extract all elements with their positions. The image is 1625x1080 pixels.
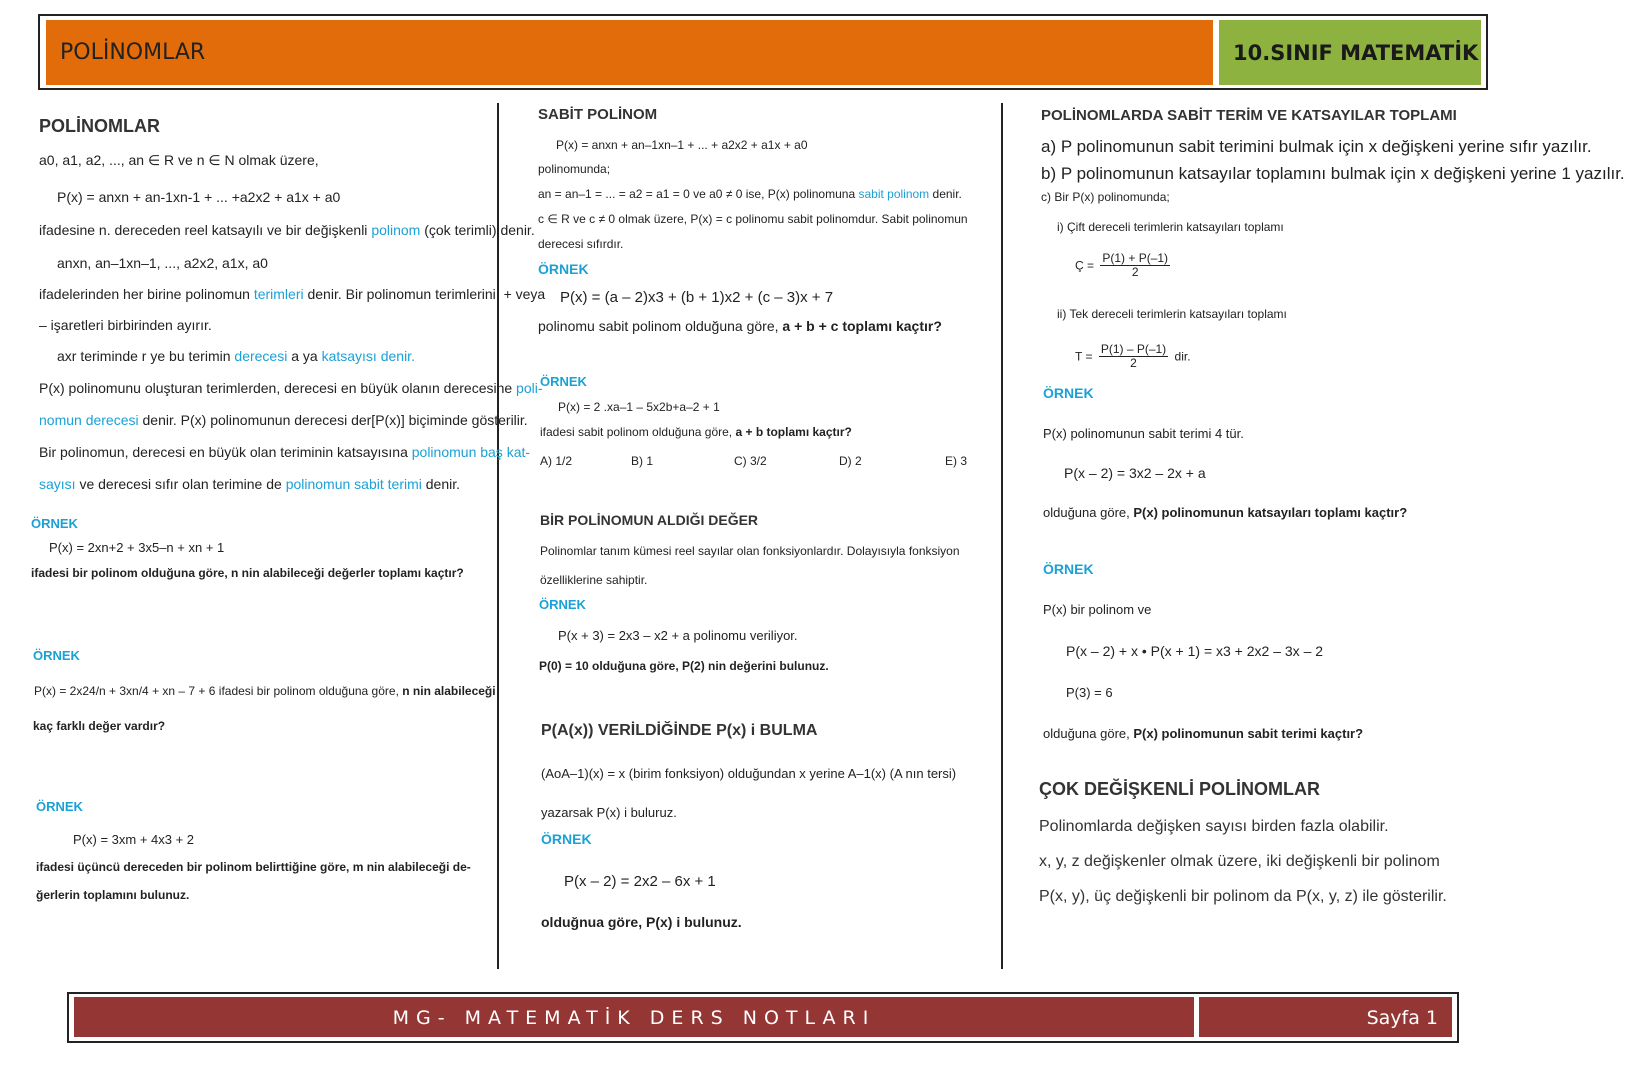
col2-formula: P(x) = anxn + an–1xn–1 + ... + a2x2 + a1x + a0 (556, 138, 808, 152)
formula-even-sum: Ç = $\frac{P(1) + P(-1)}{2}$ (1075, 251, 1169, 280)
col3-example-2-formula: P(x – 2) + x • P(x + 1) = x3 + 2x2 – 3x – 2 (1066, 643, 1324, 659)
col3-heading: POLİNOMLARDA SABİT TERİM VE KATSAYILAR TOPLAMI (1041, 107, 1457, 124)
col1-line7: nomun derecesi denir. P(x) polinomunun derecesi der[P(x)] biçiminde gösterilir. (39, 412, 528, 428)
col2-example-3-label: ÖRNEK (539, 597, 586, 612)
col2-example-1-formula: P(x) = (a – 2)x3 + (b + 1)x2 + (c – 3)x + 7 (560, 289, 834, 306)
col1-terms: anxn, an–1xn–1, ..., a2x2, a1x, a0 (57, 255, 268, 271)
col3-example-1-line1: P(x) polinomunun sabit terimi 4 tür. (1043, 426, 1244, 441)
col1-example-1-formula: P(x) = 2xn+2 + 3x5–n + xn + 1 (49, 540, 225, 555)
page-number: Sayfa 1 (1366, 1007, 1438, 1029)
col2-example-2-formula: P(x) = 2 .xa–1 – 5x2b+a–2 + 1 (558, 400, 720, 414)
col3-item-b: b) P polinomunun katsayılar toplamını bulmak için x değişkeni yerine 1 yazılır. (1041, 164, 1625, 183)
col2-example-1-question: polinomu sabit polinom olduğuna göre, a + b + c toplamı kaçtır? (538, 318, 942, 334)
col1-example-3-formula: P(x) = 3xm + 4x3 + 2 (73, 832, 195, 847)
col2-line3: c ∈ R ve c ≠ 0 olmak üzere, P(x) = c polinomu sabit polinomdur. Sabit polinomun (538, 212, 968, 226)
col1-example-2-line1: P(x) = 2x24/n + 3xn/4 + xn – 7 + 6 ifadesi bir polinom olduğuna göre, n nin alabileceği (34, 684, 496, 698)
col2-example-1-label: ÖRNEK (538, 261, 589, 277)
col1-example-2-label: ÖRNEK (33, 648, 80, 663)
col3-item-c: c) Bir P(x) polinomunda; (1041, 190, 1170, 204)
footer-title-bar (74, 997, 1194, 1037)
choice-b: B) 1 (631, 454, 654, 468)
col2-section3-heading: P(A(x)) VERİLDİĞİNDE P(x) i BULMA (541, 722, 818, 739)
header-grade: 10.SINIF MATEMATİK (1233, 41, 1479, 65)
col3-example-2-formula-2: P(3) = 6 (1066, 685, 1113, 700)
col2-section3-line2: yazarsak P(x) i buluruz. (541, 805, 677, 820)
col3-example-1-label: ÖRNEK (1043, 385, 1094, 401)
col3-item-a: a) P polinomunun sabit terimini bulmak için x değişkeni yerine sıfır yazılır. (1041, 137, 1592, 156)
choice-d: D) 2 (839, 454, 862, 468)
col3-example-2-question: olduğuna göre, P(x) polinomunun sabit terimi kaçtır? (1043, 726, 1364, 741)
col3-example-2-label: ÖRNEK (1043, 561, 1094, 577)
col2-section3-line1: (AoA–1)(x) = x (birim fonksiyon) olduğundan x yerine A–1(x) (A nın tersi) (541, 766, 957, 781)
col2-section2-heading: BİR POLİNOMUN ALDIĞI DEĞER (540, 512, 759, 528)
col3-section2-line2: x, y, z değişkenler olmak üzere, iki değişkenli bir polinom (1039, 853, 1440, 870)
col1-example-3-question-1: ifadesi üçüncü dereceden bir polinom belirttiğine göre, m nin alabileceği de- (36, 860, 471, 874)
col3-section2-line1: Polinomlarda değişken sayısı birden fazla olabilir. (1039, 818, 1389, 835)
col1-line8: Bir polinomun, derecesi en büyük olan teriminin katsayısına polinomun baş kat- (39, 444, 531, 460)
col2-example-3-question: P(0) = 10 olduğuna göre, P(2) nin değerini bulunuz. (539, 659, 829, 673)
col2-example-4-label: ÖRNEK (541, 831, 592, 847)
col1-line4: – işaretleri birbirinden ayırır. (39, 317, 212, 333)
col1-example-2-line2: kaç farklı değer vardır? (33, 719, 166, 733)
column-divider-2 (1001, 103, 1003, 969)
col1-example-1-label: ÖRNEK (31, 516, 78, 531)
col2-heading: SABİT POLİNOM (538, 106, 658, 123)
header-title-bar (46, 20, 1213, 85)
col1-def-line1: a0, a1, a2, ..., an ∈ R ve n ∈ N olmak üzere, (39, 152, 319, 168)
header-title: POLİNOMLAR (60, 40, 206, 65)
col2-example-4-question: olduğnua göre, P(x) i bulunuz. (541, 914, 742, 930)
col2-section2-line2: özelliklerine sahiptir. (540, 573, 648, 587)
choice-e: E) 3 (945, 454, 968, 468)
col2-line1: polinomunda; (538, 162, 611, 176)
col1-line3: ifadelerinden her birine polinomun terimleri denir. Bir polinomun terimlerini, + veya (39, 286, 546, 302)
footer-page-bar (1199, 997, 1452, 1037)
choice-a: A) 1/2 (540, 454, 573, 468)
col2-example-3-formula: P(x + 3) = 2x3 – x2 + a polinomu veriliyor. (558, 628, 798, 643)
col3-example-1-question: olduğuna göre, P(x) polinomunun katsayıları toplamı kaçtır? (1043, 505, 1408, 520)
col3-item-ii: ii) Tek dereceli terimlerin katsayıları toplamı (1057, 307, 1287, 321)
col1-example-1-question: ifadesi bir polinom olduğuna göre, n nin alabileceği değerler toplamı kaçtır? (31, 566, 464, 580)
col1-heading: POLİNOMLAR (39, 116, 160, 136)
col1-line9: sayısı ve derecesi sıfır olan terimine de polinomun sabit terimi denir. (39, 476, 460, 492)
col2-example-2-question: ifadesi sabit polinom olduğuna göre, a + b toplamı kaçtır? (540, 425, 852, 439)
col3-example-1-formula: P(x – 2) = 3x2 – 2x + a (1064, 465, 1206, 481)
col1-example-3-label: ÖRNEK (36, 799, 83, 814)
col1-def-line2: ifadesine n. dereceden reel katsayılı ve bir değişkenli polinom (çok terimli) denir. (39, 222, 535, 238)
col3-section2-heading: ÇOK DEĞİŞKENLİ POLİNOMLAR (1039, 779, 1321, 799)
col3-section2-line3: P(x, y), üç değişkenli bir polinom da P(x, y, z) ile gösterilir. (1039, 888, 1447, 905)
col1-formula: P(x) = anxn + an-1xn-1 + ... +a2x2 + a1x + a0 (57, 189, 341, 205)
col2-line2: an = an–1 = ... = a2 = a1 = 0 ve a0 ≠ 0 ise, P(x) polinomuna sabit polinom denir. (538, 187, 962, 201)
col1-line5: axr teriminde r ye bu terimin derecesi a ya katsayısı denir. (57, 348, 415, 364)
header-grade-bar (1219, 20, 1481, 85)
footer-title: MG- MATEMATİK DERS NOTLARI (392, 1007, 876, 1029)
col2-section2-line1: Polinomlar tanım kümesi reel sayılar olan fonksiyonlardır. Dolayısıyla fonksiyon (540, 544, 960, 558)
col3-item-i: i) Çift dereceli terimlerin katsayıları toplamı (1057, 220, 1284, 234)
col2-line4: derecesi sıfırdır. (538, 237, 624, 251)
col1-example-3-question-2: ğerlerin toplamını bulunuz. (36, 888, 190, 902)
formula-odd-sum: T = $\frac{P(1) - P(-1)}{2}$ dir. (1075, 342, 1191, 371)
choice-c: C) 3/2 (734, 454, 767, 468)
col1-line6: P(x) polinomunu oluşturan terimlerden, derecesi en büyük olanın derecesine poli- (39, 380, 543, 396)
col2-example-2-label: ÖRNEK (540, 374, 587, 389)
col2-example-4-formula: P(x – 2) = 2x2 – 6x + 1 (564, 873, 716, 890)
col3-example-2-line1: P(x) bir polinom ve (1043, 602, 1152, 617)
